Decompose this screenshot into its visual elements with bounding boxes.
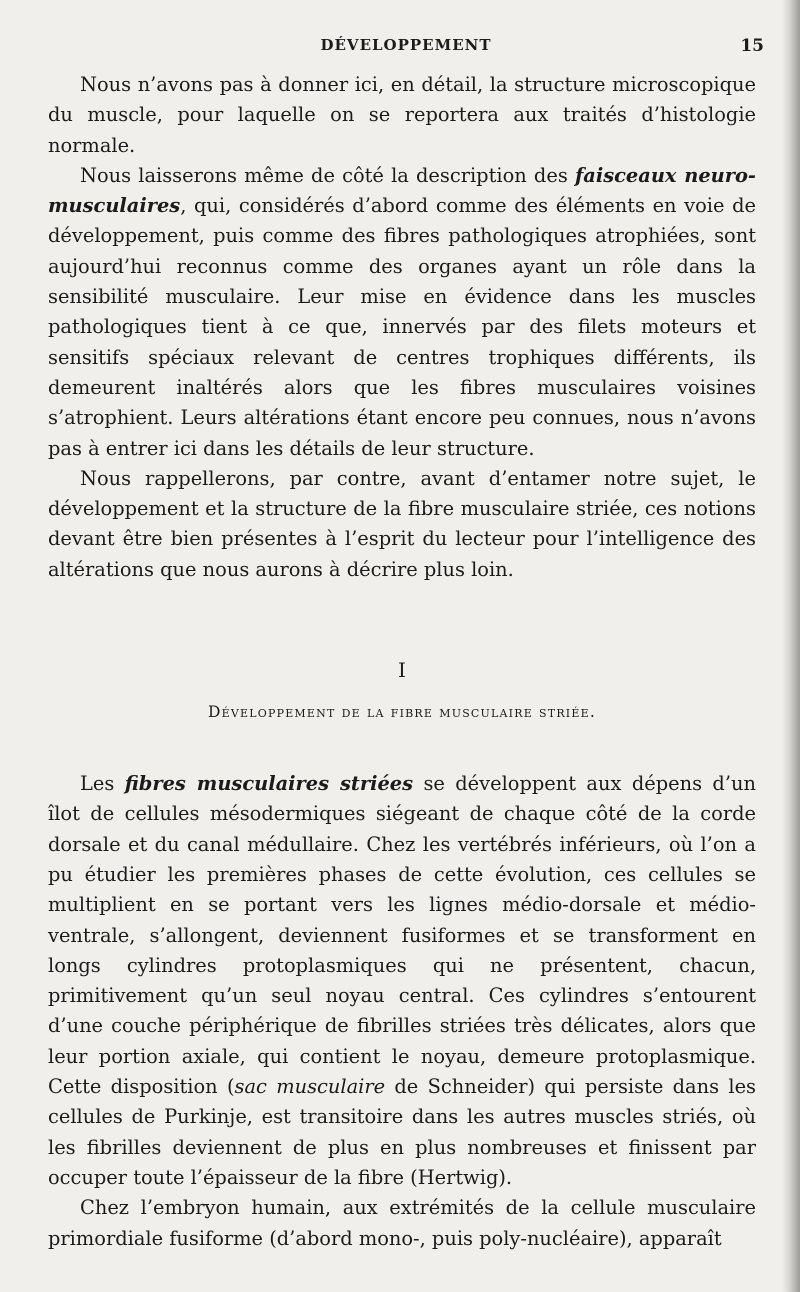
paragraph-4-text-c: de Schneider) qui persiste dans les cellules de Purkinje, est transitoire dans les autres muscles striés, où les fibrilles deviennent de plus en plus nombreuses et finissent par occuper toute l’épaisseur de la fibre (Hertwig).: [48, 1075, 756, 1189]
section-number: I: [398, 658, 406, 683]
section-body: [48, 769, 756, 1254]
paragraph-5: Chez l’embryon humain, aux extrémités de la cellule musculaire primordiale fusiforme (d’abord mono-, puis poly-nucléaire), apparaît: [48, 1196, 756, 1250]
paragraph-4: [48, 769, 756, 1193]
running-title: DÉVELOPPEMENT: [320, 36, 492, 54]
paragraph-4-text-a: Les: [80, 772, 125, 796]
paragraph-2-emphasis: faisceaux neuro-musculaires: [48, 163, 756, 218]
paragraph-2: [48, 161, 756, 464]
paragraph-4-text-b: se développent aux dépens d’un îlot de cellules mésodermiques siégeant de chaque côté de la corde dorsale et du canal médullaire. Chez les vertébrés inférieurs, où l’on a pu étudier les premières phases de cette évolution, ces cellules se multiplient en se portant vers les lignes médio-dorsale et médio-ventrale, s’allongent, deviennent fusiformes et se transforment en longs cylindres protoplasmiques qui ne présentent, chacun, primitivement qu’un seul noyau central. Ces cylindres s’entourent d’une couche périphérique de fibrilles striées très délicates, alors que leur portion axiale, qui contient le noyau, demeure protoplasmique. Cette disposition (: [48, 772, 756, 1099]
running-header: [48, 36, 764, 60]
paragraph-3: Nous rappellerons, par contre, avant d’entamer notre sujet, le développement et la structure de la fibre musculaire striée, ces notions devant être bien présentes à l’esprit du lecteur pour l’intelligence des altérations que nous aurons à décrire plus loin.: [48, 466, 756, 581]
paragraph-4-emphasis: fibres musculaires striées: [124, 772, 414, 796]
page-edge-shadow: [782, 0, 800, 1292]
paragraph-2-text-b: , qui, considérés d’abord comme des éléments en voie de développement, puis comme des fibres pathologiques atrophiées, sont aujourd’hui reconnus comme des organes ayant un rôle dans la sensibilité musculaire. Leur mise en évidence dans les muscles pathologiques tient à ce que, innervés par des filets moteurs et sensitifs spéciaux relevant de centres trophiques différents, ils demeurent inaltérés alors que les fibres musculaires voisines s’atrophient. Leurs altérations étant encore peu connues, nous n’avons pas à entrer ici dans les détails de leur structure.: [48, 194, 756, 460]
paragraph-2-text-a: Nous laisserons même de côté la description des: [80, 163, 575, 187]
paragraph-1: Nous n’avons pas à donner ici, en détail, la structure microscopique du muscle, pour laquelle on se reportera aux traités d’histologie normale.: [48, 73, 756, 157]
section-heading: [48, 697, 756, 727]
page-number: 15: [740, 36, 764, 56]
body-text: [48, 70, 756, 1254]
paragraph-4-emphasis-2: sac musculaire: [234, 1075, 386, 1099]
section-heading-text: Développement de la fibre musculaire striée.: [208, 703, 596, 722]
